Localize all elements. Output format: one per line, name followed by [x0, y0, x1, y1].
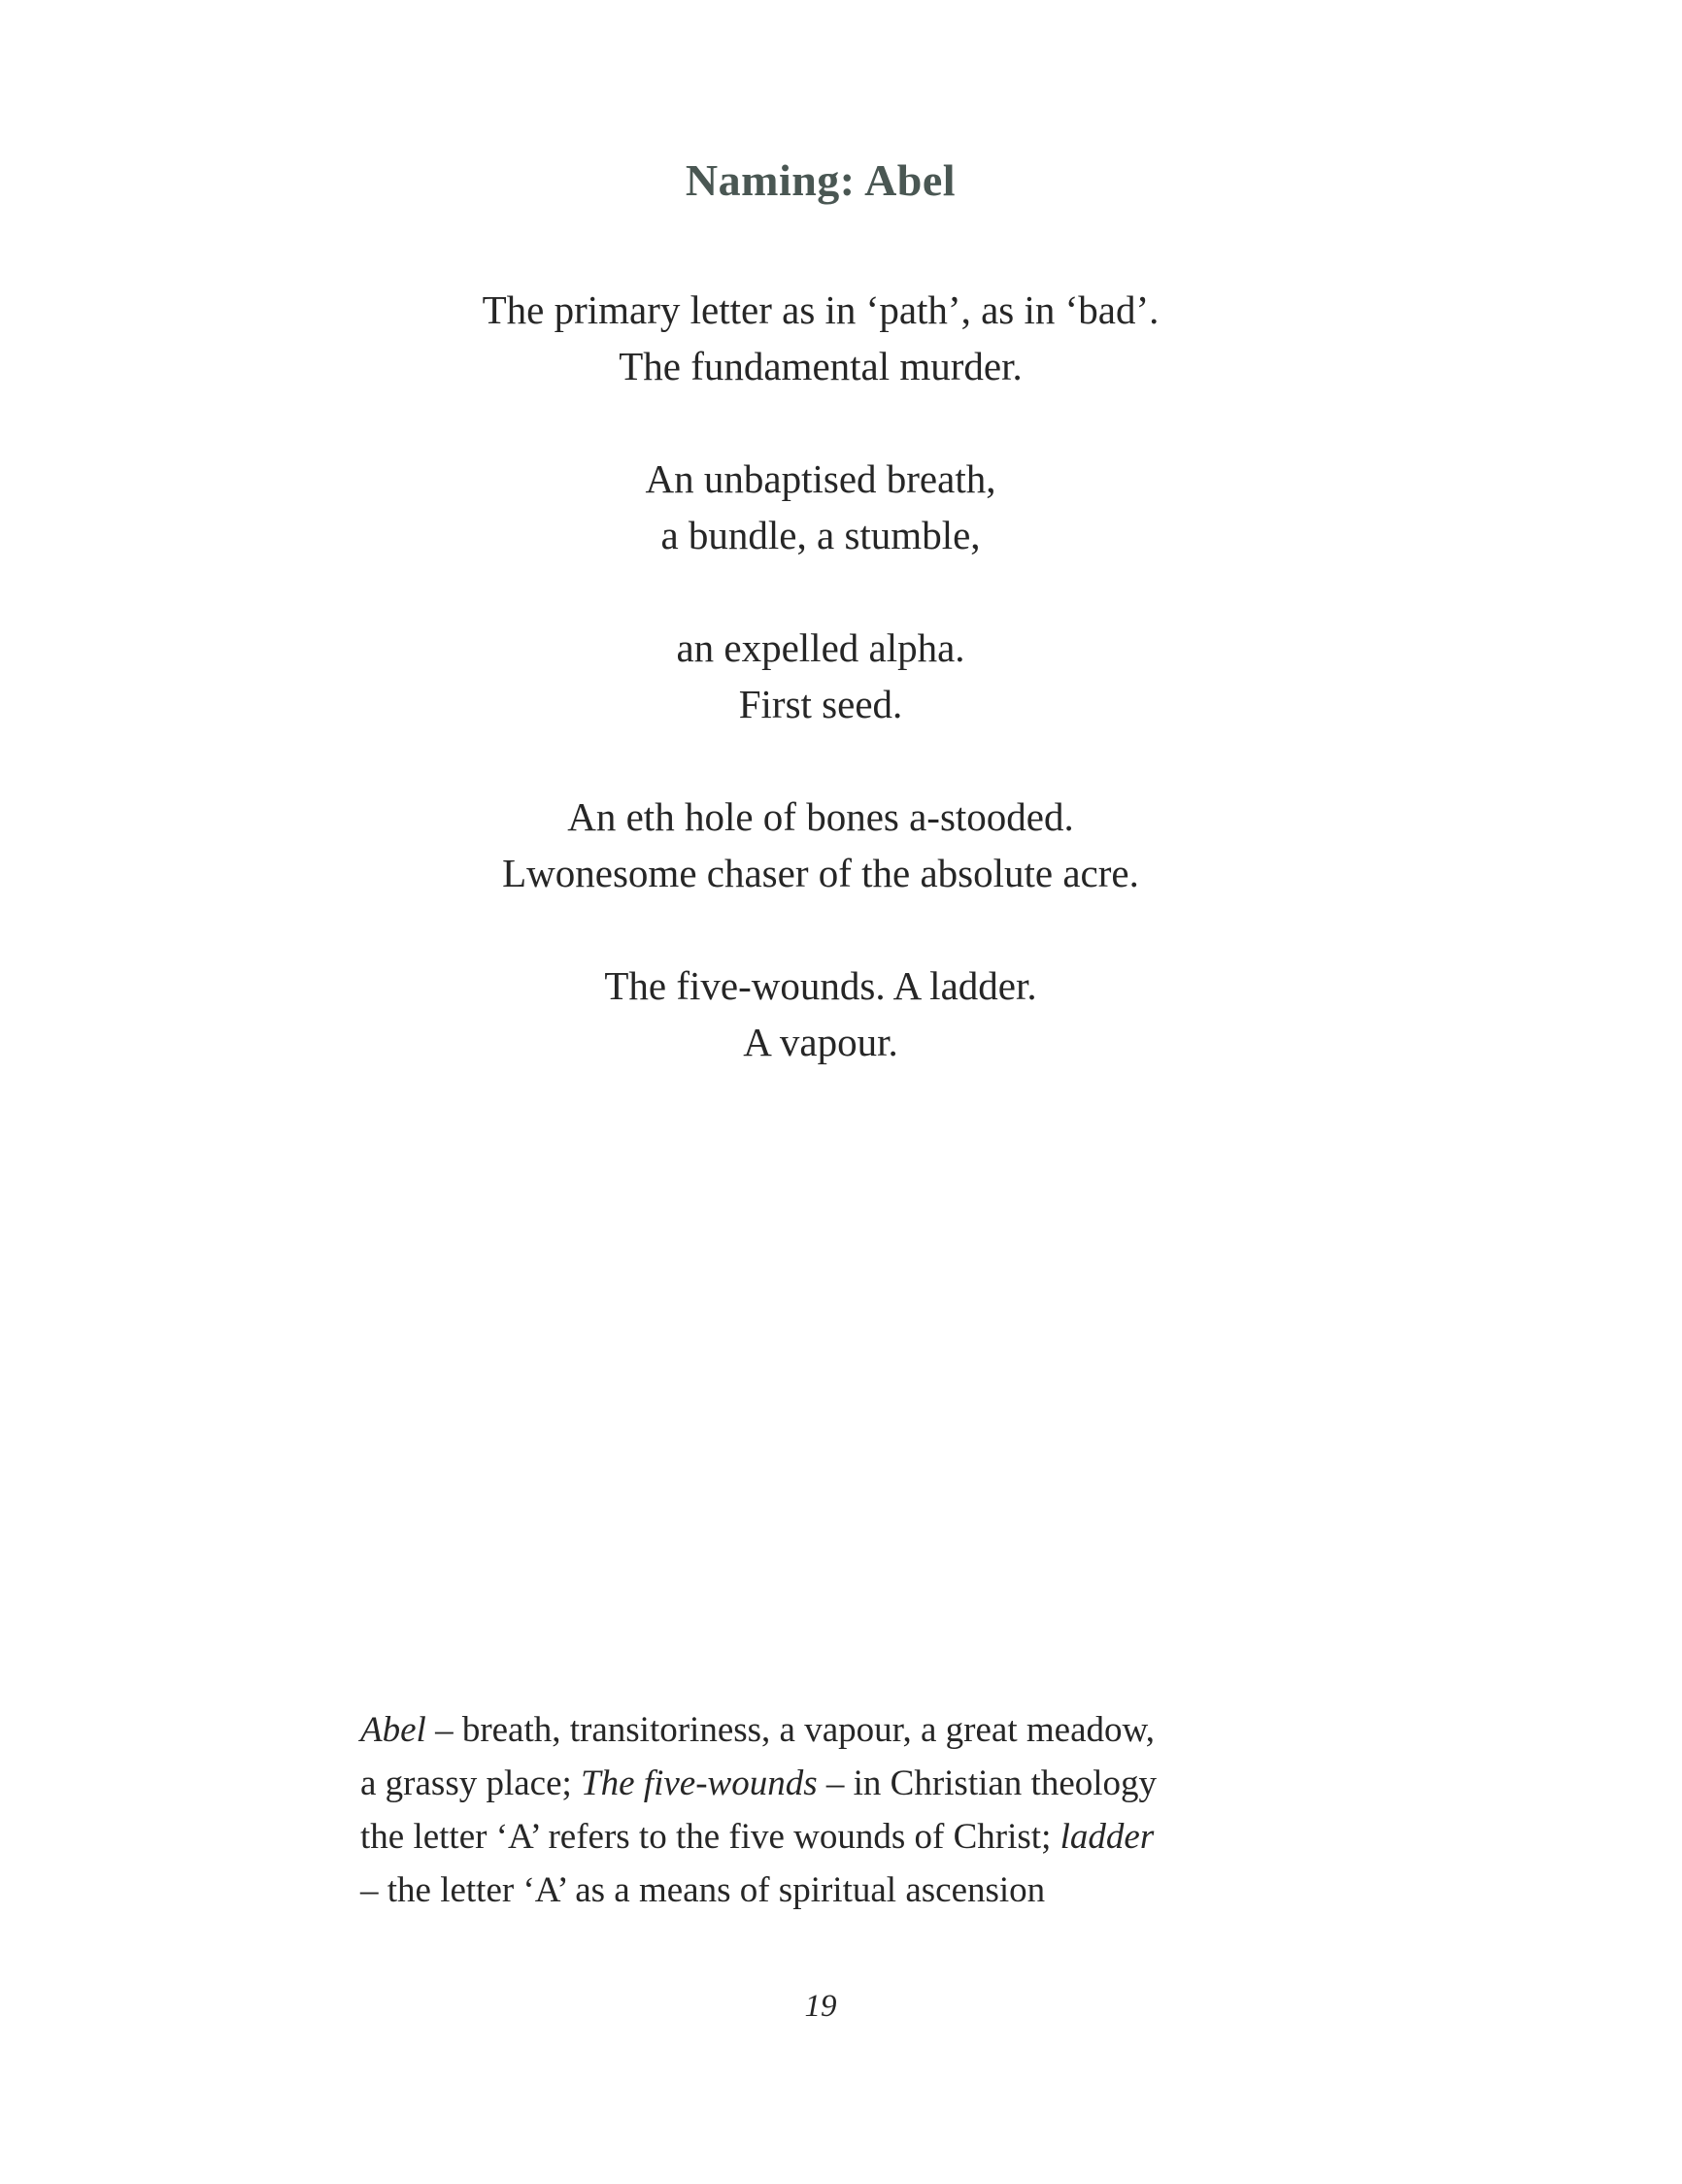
stanza-3 — [0, 620, 1641, 732]
poem-line: A vapour. — [743, 1020, 898, 1064]
stanza-5 — [0, 958, 1641, 1070]
footnote-line-2 — [360, 1757, 1293, 1810]
poem-body — [0, 282, 1641, 1126]
stanza-2 — [0, 451, 1641, 563]
poem-line: An unbaptised breath, — [645, 456, 996, 501]
footnote-term: The five-wounds — [581, 1764, 818, 1803]
poem-line: The fundamental murder. — [619, 344, 1023, 388]
stanza-1 — [0, 282, 1641, 394]
footnote-line-3 — [360, 1810, 1293, 1864]
poem-line: The five-wounds. A ladder. — [604, 963, 1037, 1008]
footnote-term: Abel — [360, 1710, 426, 1750]
stanza-4 — [0, 789, 1641, 901]
footnote-text: – in Christian theology — [817, 1764, 1158, 1803]
poem-line: Lwonesome chaser of the absolute acre. — [502, 851, 1139, 895]
poem-line: The primary letter as in ‘path’, as in ‘bad’. — [482, 287, 1160, 332]
poem-title: Naming: Abel — [685, 154, 957, 205]
footnote — [360, 1703, 1293, 1917]
footnote-line-1 — [360, 1703, 1293, 1757]
poem-line: an expelled alpha. — [676, 625, 965, 670]
poem-line: An eth hole of bones a-stooded. — [567, 794, 1074, 839]
footnote-text: a grassy place; — [360, 1764, 582, 1803]
poem-line: a bundle, a stumble, — [660, 513, 981, 557]
footnote-text: the letter ‘A’ refers to the five wounds of Christ; — [360, 1817, 1060, 1857]
footnote-text: – breath, transitoriness, a vapour, a great meadow, — [425, 1710, 1156, 1750]
footnote-text: – the letter ‘A’ as a means of spiritual ascension — [360, 1870, 1046, 1910]
footnote-term: ladder — [1060, 1817, 1155, 1857]
footnote-line-4 — [360, 1864, 1293, 1917]
page-number: 19 — [804, 1989, 837, 2024]
poem-line: First seed. — [738, 682, 903, 726]
